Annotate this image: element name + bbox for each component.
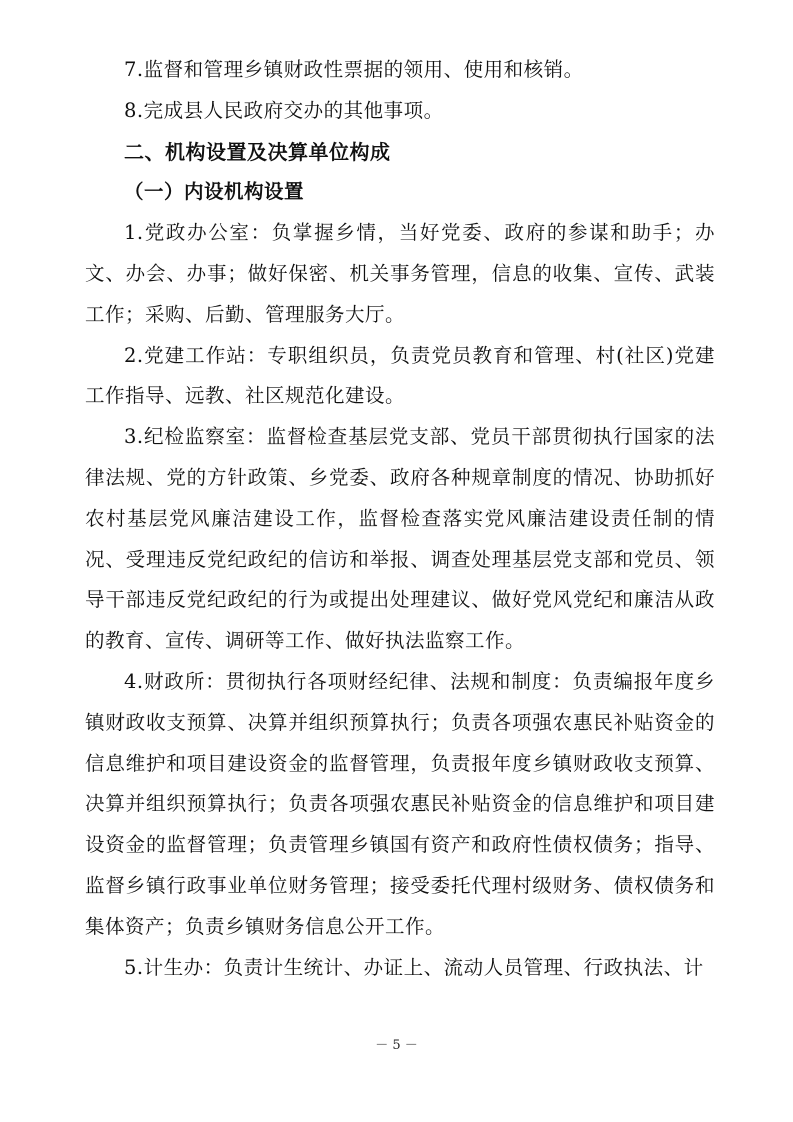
paragraph-family-planning: 5.计生办：负责计生统计、办证上、流动人员管理、行政执法、计 [124, 955, 704, 979]
page-content [85, 50, 715, 988]
subsection-heading: （一）内设机构设置 [124, 180, 305, 204]
paragraph-party-building: 2.党建工作站：专职组织员，负责党员教育和管理、村(社区)党建工作指导、远教、社区规范化建设。 [85, 343, 715, 408]
paragraph-discipline: 3.纪检监察室：监督检查基层党支部、党员干部贯彻执行国家的法律法规、党的方针政策、乡党委、政府各种规章制度的情况、协助抓好农村基层党风廉洁建设工作，监督检查落实党风廉洁建设责任制的情况、受理违反党纪政纪的信访和举报、调查处理基层党支部和党员、领导干部违反党纪政纪的行为或提出处理建议、做好党风党纪和廉洁从政的教育、宣传、调研等工作、做好执法监察工作。 [85, 425, 715, 653]
paragraph-item-8: 8.完成县人民政府交办的其他事项。 [124, 98, 444, 122]
paragraph-office: 1.党政办公室：负掌握乡情，当好党委、政府的参谋和助手；办文、办会、办事；做好保密、机关事务管理，信息的收集、宣传、武装工作；采购、后勤、管理服务大厅。 [85, 221, 715, 326]
paragraph-item-7: 7.监督和管理乡镇财政性票据的领用、使用和核销。 [124, 58, 584, 81]
paragraph-finance: 4.财政所：贯彻执行各项财经纪律、法规和制度：负责编报年度乡镇财政收支预算、决算并组织预算执行；负责各项强农惠民补贴资金的信息维护和项目建设资金的监督管理，负责报年度乡镇财政收支预算、决算并组织预算执行；负责各项强农惠民补贴资金的信息维护和项目建设资金的监督管理；负责管理乡镇国有资产和政府性债权债务；指导、监督乡镇行政事业单位财务管理；接受委托代理村级财务、债权债务和集体资产；负责乡镇财务信息公开工作。 [85, 669, 715, 938]
section-heading: 二、机构设置及决算单位构成 [124, 139, 391, 164]
page-number: － 5 － [375, 1038, 418, 1053]
